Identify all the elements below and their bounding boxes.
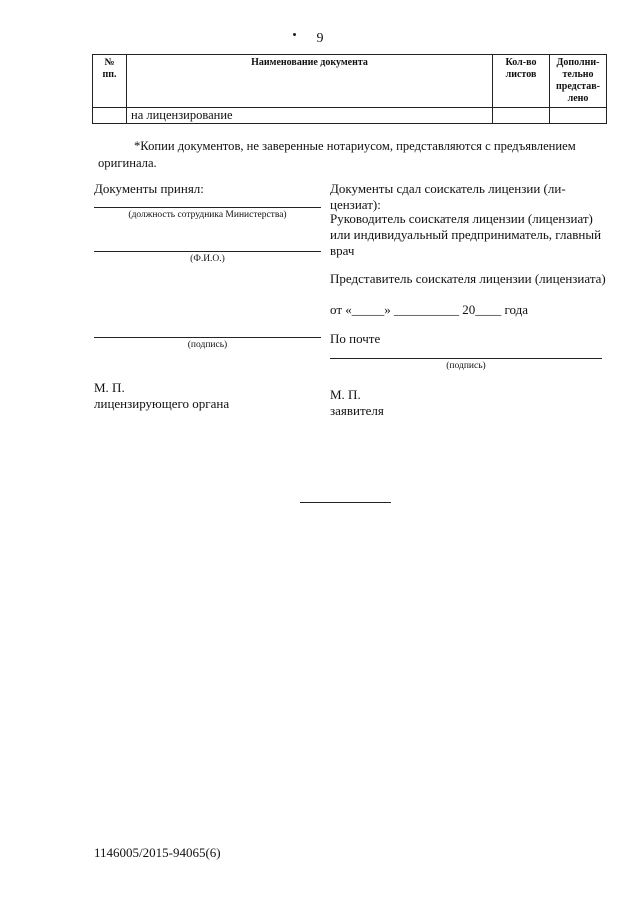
- date-line: от «_____» __________ 20____ года: [330, 302, 529, 317]
- documents-submitted-line1: Документы сдал соискатель лицензии (ли-: [330, 181, 566, 196]
- documents-submitted-label: [330, 181, 612, 213]
- documents-submitted-line2: цензиат):: [330, 197, 381, 212]
- row-sheet-count-cell: [493, 108, 550, 124]
- right-stamp-line2: заявителя: [330, 403, 384, 418]
- right-stamp-line1: М. П.: [330, 387, 361, 402]
- position-line: [94, 207, 321, 208]
- left-signature-caption: (подпись): [187, 340, 228, 350]
- scan-dot: [293, 33, 296, 36]
- header-sheet-count-line2: листов: [505, 69, 537, 80]
- header-number: [93, 55, 127, 108]
- row-additional-cell: [550, 108, 607, 124]
- header-additional-line2: тельно: [562, 69, 594, 80]
- head-of-applicant-line3: врач: [330, 243, 355, 258]
- header-additional-line4: лено: [567, 93, 589, 104]
- head-of-applicant-label: [330, 211, 612, 259]
- row-number-cell: [93, 108, 127, 124]
- page-number: 9: [316, 31, 324, 46]
- by-mail-label: По почте: [330, 331, 381, 346]
- footer-document-code: 1146005/2015-94065(6): [94, 845, 221, 860]
- head-of-applicant-line2: или индивидуальный предприниматель, главный: [330, 227, 602, 242]
- header-sheet-count-line1: Кол-во: [505, 57, 537, 68]
- row-document-name-cell: на лицензирование: [127, 108, 493, 124]
- documents-accepted-label: Документы принял:: [94, 181, 204, 196]
- copies-note-line2: оригинала.: [98, 156, 157, 170]
- end-separator-line: [300, 502, 391, 503]
- left-stamp-line2: лицензирующего органа: [94, 396, 230, 411]
- header-document-name: Наименование документа: [127, 55, 493, 108]
- left-stamp-label: [94, 380, 229, 412]
- fio-line: [94, 251, 321, 252]
- documents-table: [92, 54, 607, 124]
- header-sheet-count: [493, 55, 550, 108]
- fio-caption: (Ф.И.О.): [190, 254, 225, 264]
- table-header-row: [93, 55, 607, 108]
- right-signature-line: [330, 358, 602, 359]
- header-additional-line3: представ-: [556, 81, 600, 92]
- left-signature-line: [94, 337, 321, 338]
- header-additional-line1: Дополни-: [556, 57, 600, 68]
- left-stamp-line1: М. П.: [94, 380, 125, 395]
- copies-note: [98, 138, 604, 172]
- head-of-applicant-line1: Руководитель соискателя лицензии (лицензиат): [330, 211, 593, 226]
- right-signature-caption: (подпись): [446, 361, 486, 371]
- header-additional: [550, 55, 607, 108]
- header-number-line1: №: [104, 57, 115, 68]
- header-number-line2: пп.: [102, 69, 117, 80]
- position-caption: (должность сотрудника Министерства): [128, 210, 287, 220]
- copies-note-line1: *Копии документов, не заверенные нотариусом, представляются с предъявлением: [134, 139, 576, 153]
- table-row: [93, 108, 607, 124]
- right-stamp-label: [330, 387, 384, 419]
- representative-label: Представитель соискателя лицензии (лицензиата): [330, 271, 606, 286]
